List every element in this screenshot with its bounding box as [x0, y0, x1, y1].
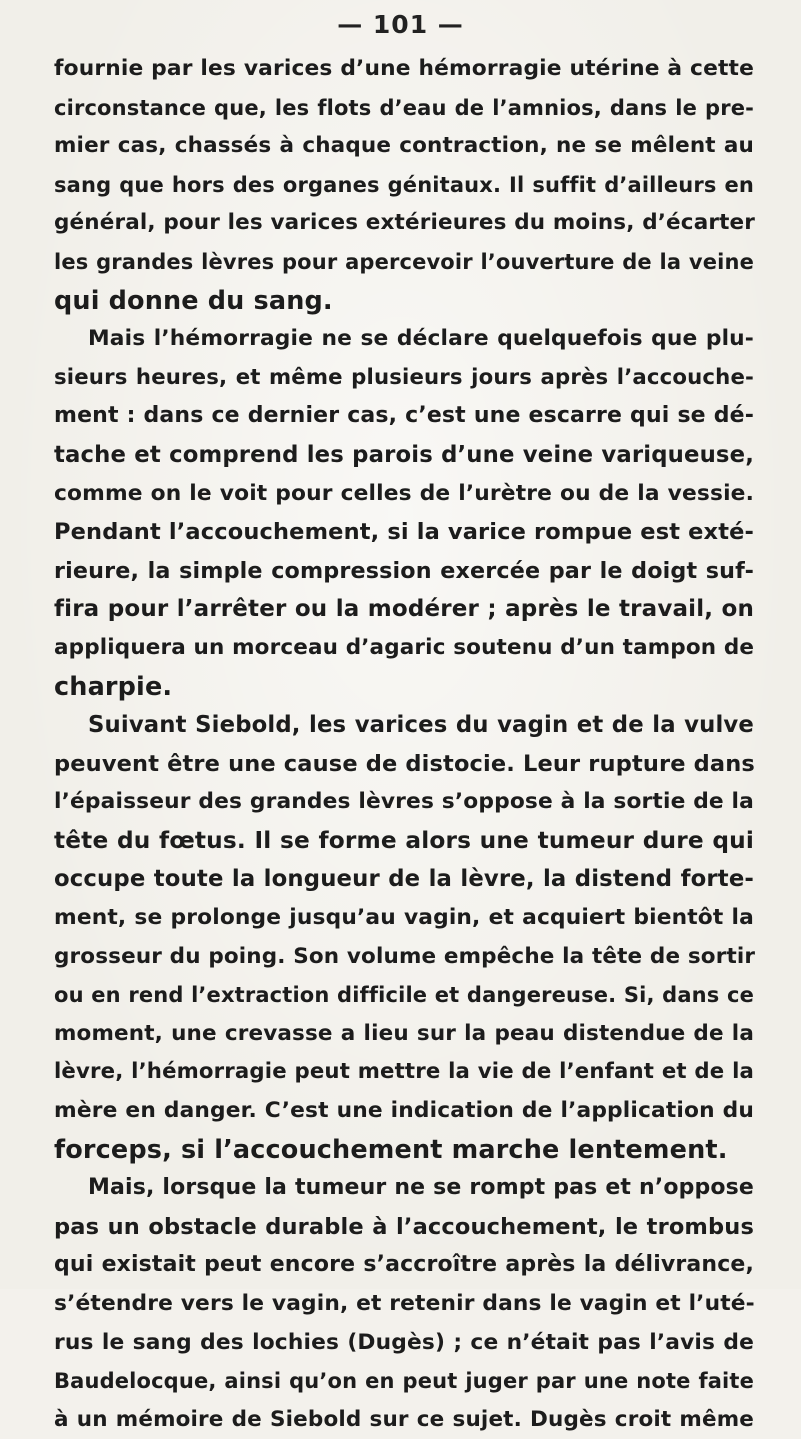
text-line: qui donne du sang. — [54, 285, 333, 316]
page-number: — 101 — — [337, 10, 464, 39]
text-line: circonstance que, les flots d’eau de l’amnios, dans le pre- — [54, 95, 754, 120]
text-line: ment : dans ce dernier cas, c’est une escarre qui se dé- — [54, 403, 754, 429]
text-line: qui existait peut encore s’accroître après la délivrance, — [54, 1252, 754, 1278]
text-line: peuvent être une cause de distocie. Leur rupture dans — [54, 750, 755, 777]
text-line: charpie. — [54, 671, 173, 702]
text-line: forceps, si l’accouchement marche lentement. — [54, 1134, 728, 1165]
body-text — [54, 50, 754, 1439]
text-line: s’étendre vers le vagin, et retenir dans le vagin et l’uté- — [54, 1291, 755, 1316]
text-line: Suivant Siebold, les varices du vagin et de la vulve — [88, 712, 754, 739]
text-line: Mais l’hémorragie ne se déclare quelquefois que plu- — [88, 326, 754, 352]
text-line: fira pour l’arrêter ou la modérer ; après le travail, on — [54, 596, 754, 623]
text-line: Baudelocque, ainsi qu’on en peut juger par une note faite — [54, 1369, 754, 1394]
text-line: occupe toute la longueur de la lèvre, la distend forte- — [54, 866, 754, 893]
text-line: Pendant l’accouchement, si la varice rompue est exté- — [54, 519, 755, 546]
text-line: tête du fœtus. Il se forme alors une tumeur dure qui — [54, 826, 754, 854]
text-line: mère en danger. C’est une indication de l’application du — [54, 1098, 754, 1124]
text-line: ou en rend l’extraction difficile et dangereuse. Si, dans ce — [54, 983, 754, 1008]
text-line: sang que hors des organes génitaux. Il suffit d’ailleurs en — [54, 172, 754, 197]
text-line: pas un obstacle durable à l’accouchement, le trombus — [54, 1213, 754, 1240]
text-line: rus le sang des lochies (Dugès) ; ce n’était pas l’avis de — [54, 1329, 754, 1355]
text-line: lèvre, l’hémorragie peut mettre la vie de l’enfant et de la — [54, 1059, 754, 1085]
text-line: Mais, lorsque la tumeur ne se rompt pas et n’oppose — [88, 1175, 754, 1201]
text-line: comme on le voit pour celles de l’urètre ou de la vessie. — [54, 480, 754, 506]
text-line: les grandes lèvres pour apercevoir l’ouverture de la veine — [54, 249, 754, 274]
text-line: général, pour les varices extérieures du moins, d’écarter — [54, 210, 756, 236]
text-line: sieurs heures, et même plusieurs jours après l’accouche- — [54, 364, 754, 390]
text-line: moment, une crevasse a lieu sur la peau distendue de la — [54, 1020, 754, 1046]
text-line: l’épaisseur des grandes lèvres s’oppose à la sortie de la — [54, 789, 754, 815]
text-line: grosseur du poing. Son volume empêche la tête de sortir — [54, 943, 756, 969]
text-line: appliquera un morceau d’agaric soutenu d’un tampon de — [54, 634, 755, 660]
text-line: rieure, la simple compression exercée par le doigt suf- — [54, 557, 754, 584]
text-line: ment, se prolonge jusqu’au vagin, et acquiert bientôt la — [54, 905, 754, 931]
text-line: tache et comprend les parois d’une veine variqueuse, — [54, 441, 754, 468]
text-line: mier cas, chassés à chaque contraction, ne se mêlent au — [54, 133, 754, 159]
text-line: à un mémoire de Siebold sur ce sujet. Dugès croit même — [54, 1406, 754, 1432]
text-line: fournie par les varices d’une hémorragie utérine à cette — [54, 56, 754, 81]
